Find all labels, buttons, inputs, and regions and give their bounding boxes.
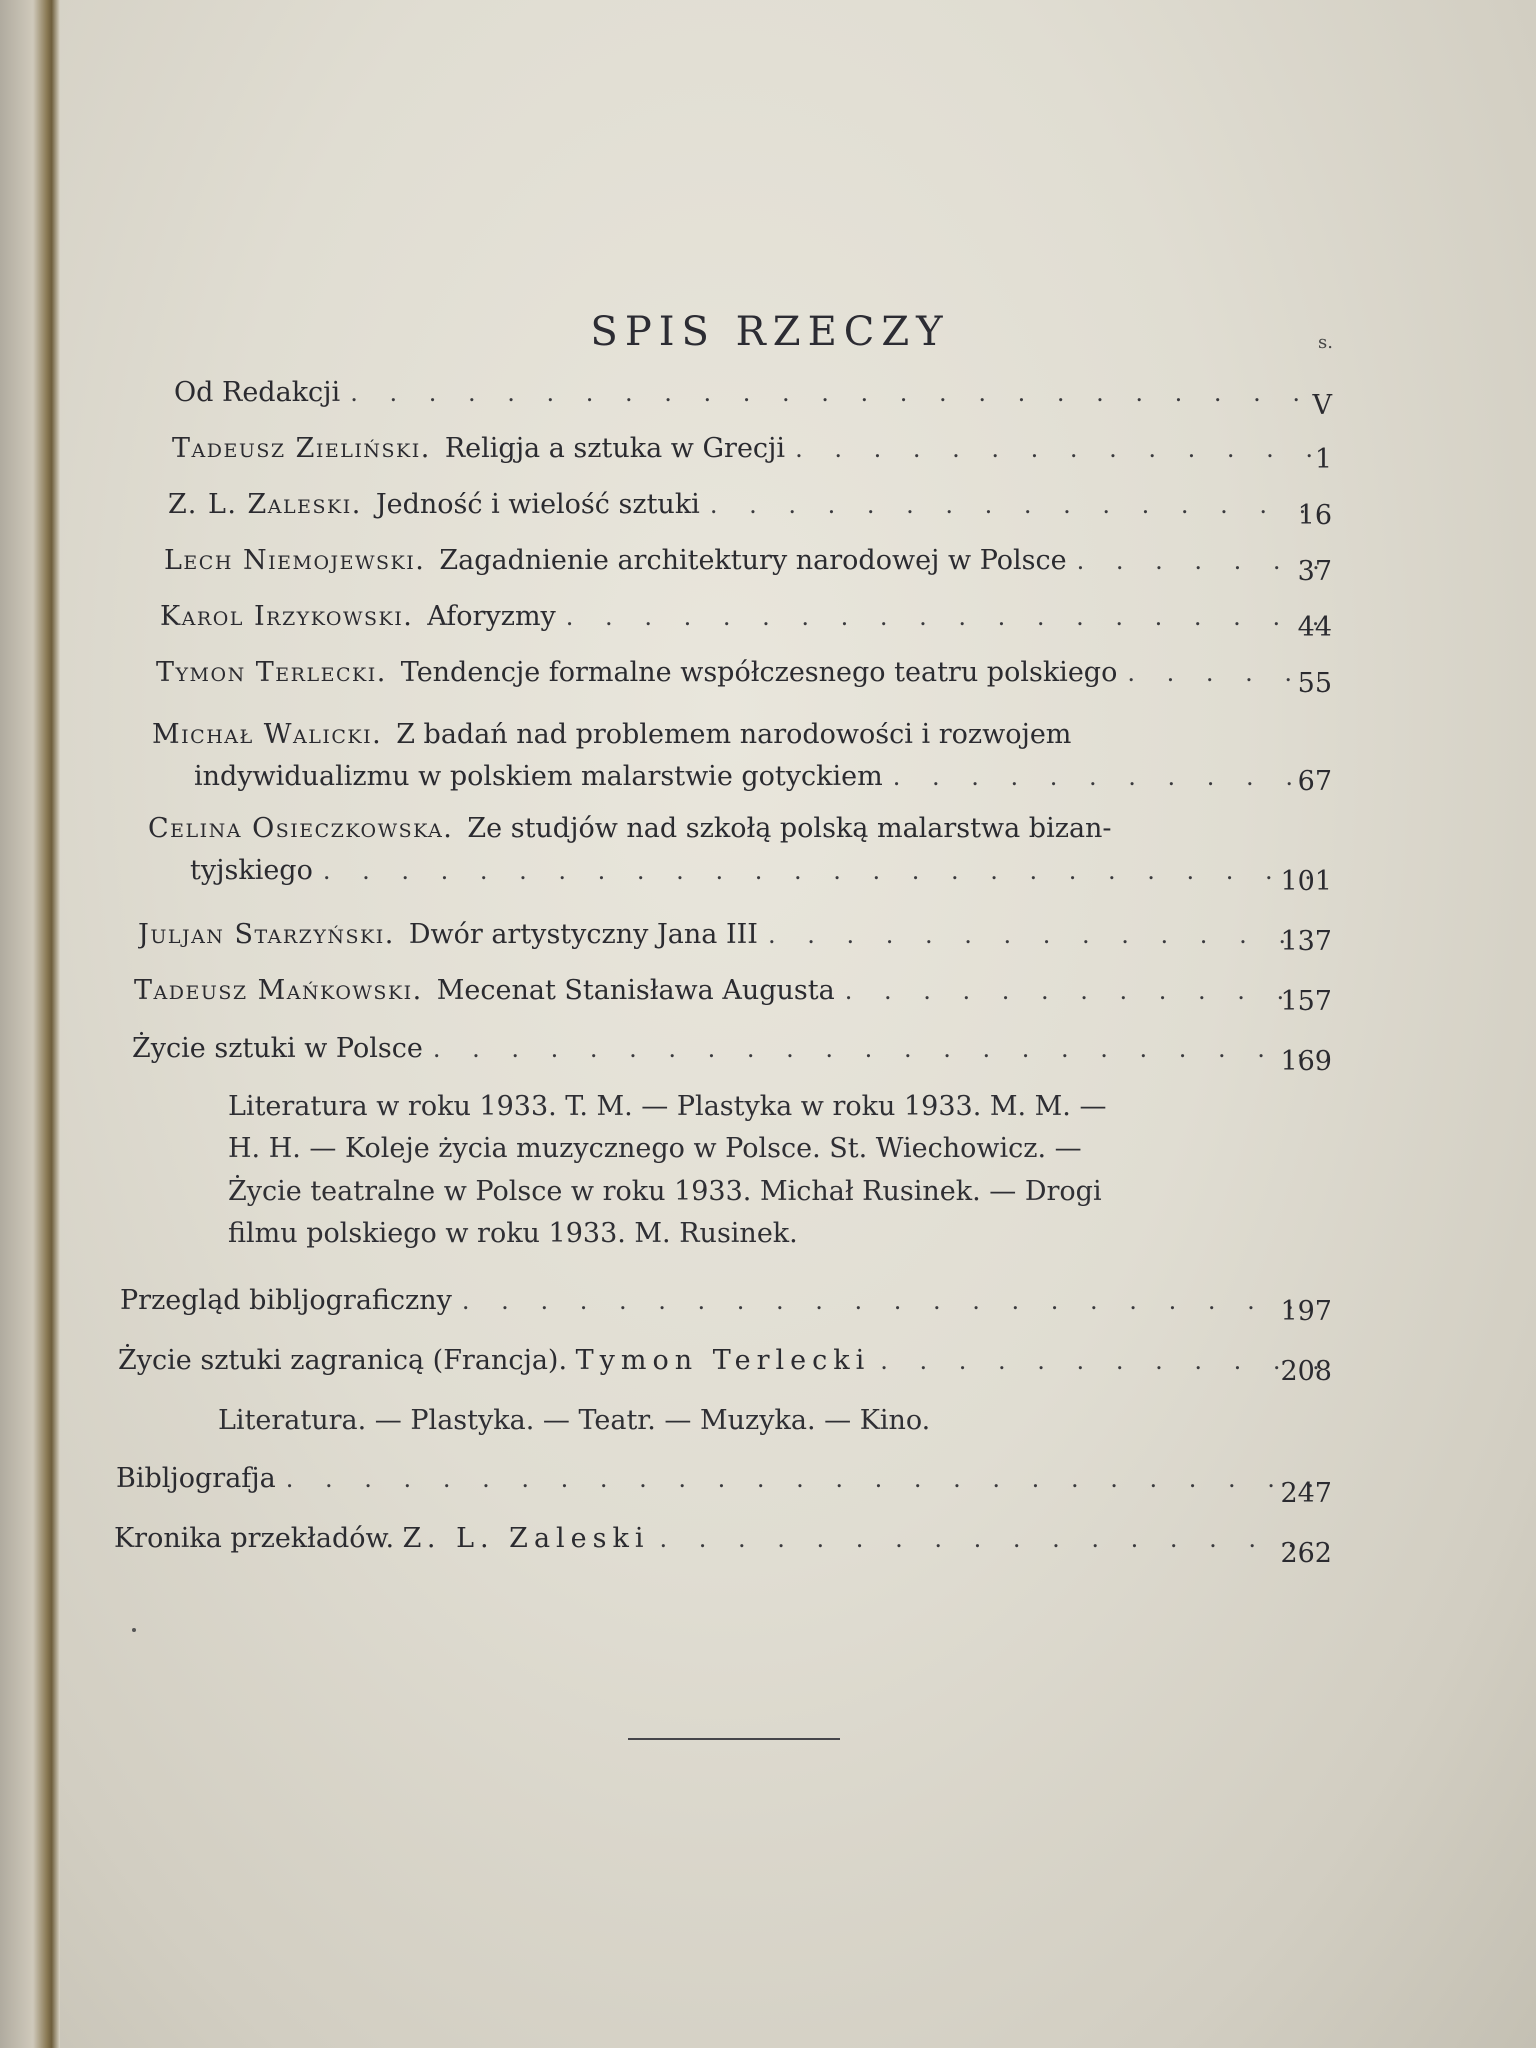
- leader-dots: [323, 853, 1318, 890]
- toc-entry-irzykowski: [160, 596, 1318, 638]
- paper-speck: [132, 1628, 136, 1632]
- entry-page-number: 44: [1297, 612, 1332, 643]
- entry-title: Aforyzmy: [427, 601, 556, 632]
- entry-byline: Tymon Terlecki: [575, 1345, 871, 1376]
- entry-page-number: 1: [1314, 444, 1332, 475]
- entry-title: Religja a sztuka w Grecji: [444, 433, 786, 464]
- toc-entry-terlecki: [156, 652, 1318, 694]
- leader-dots: [768, 917, 1318, 954]
- toc-entry-od-redakcji: [174, 372, 1314, 414]
- entry-page-number: 67: [1297, 766, 1332, 797]
- entry-page-number: 157: [1280, 986, 1332, 1017]
- entry-title-line-2: indywidualizmu w polskiem malarstwie gotyckiem: [194, 760, 883, 792]
- toc-entry-zycie-polska: [132, 1028, 1318, 1070]
- leader-dots: [845, 973, 1318, 1010]
- entry-title-line-1: Z badań nad problemem narodowości i rozwojem: [396, 719, 1072, 750]
- leader-dots: [462, 1283, 1318, 1320]
- toc-entry-niemojewski: [164, 540, 1318, 582]
- leader-dots: [795, 431, 1312, 468]
- toc-entry-zycie-zagranica: [118, 1340, 1318, 1382]
- entry-byline: Z. L. Zaleski: [402, 1523, 650, 1554]
- entry-author: Tadeusz Zieliński.: [172, 433, 431, 464]
- entry-page-number: 169: [1280, 1046, 1332, 1077]
- page-title: SPIS RZECZY: [590, 308, 950, 355]
- subsection-line: Literatura w roku 1933. T. M. — Plastyka w roku 1933. M. M. —: [228, 1091, 1107, 1122]
- book-binding-edge: [0, 0, 60, 2048]
- leader-dots: [710, 487, 1318, 524]
- entry-title: Życie sztuki zagranicą (Francja).: [118, 1345, 568, 1376]
- entry-title: Przegląd bibljograficzny: [120, 1285, 452, 1316]
- entry-page-number: 137: [1280, 926, 1332, 957]
- entry-title: Mecenat Stanisława Augusta: [436, 975, 835, 1006]
- leader-dots: [566, 599, 1318, 636]
- document-page: [60, 0, 1536, 2048]
- entry-title: Od Redakcji: [174, 377, 341, 408]
- entry-author: Juljan Starzyński.: [138, 919, 395, 950]
- leader-dots: [286, 1461, 1318, 1498]
- entry-page-number: 101: [1280, 866, 1332, 897]
- subsection-list-zycie-zagranica: [218, 1400, 1218, 1442]
- entry-title: Kronika przekładów.: [114, 1523, 395, 1554]
- subsection-line: H. H. — Koleje życia muzycznego w Polsce. St. Wiechowicz. —: [228, 1133, 1082, 1165]
- entry-title: Jedność i wielość sztuki: [375, 489, 700, 520]
- toc-entry-zaleski: [168, 484, 1318, 526]
- leader-dots: [660, 1521, 1318, 1558]
- leader-dots: [433, 1031, 1318, 1068]
- entry-author: Tadeusz Mańkowski.: [134, 975, 423, 1006]
- entry-title: Zagadnienie architektury narodowej w Polsce: [439, 545, 1067, 576]
- entry-page-number: V: [1312, 390, 1332, 421]
- entry-page-number: 16: [1297, 500, 1332, 531]
- entry-title: Tendencje formalne współczesnego teatru polskiego: [400, 657, 1118, 688]
- entry-page-number: 262: [1280, 1538, 1332, 1569]
- entry-author: Karol Irzykowski.: [160, 601, 414, 632]
- subsection-line: filmu polskiego w roku 1933. M. Rusinek.: [228, 1218, 798, 1250]
- toc-entry-przeglad: [120, 1280, 1318, 1322]
- subsection-line: Życie teatralne w Polsce w roku 1933. Michał Rusinek. — Drogi: [228, 1175, 1102, 1207]
- entry-page-number: 37: [1297, 556, 1332, 587]
- entry-author: Michał Walicki.: [152, 719, 383, 750]
- subsection-list-zycie-polska: [228, 1086, 1328, 1256]
- entry-page-number: 208: [1280, 1356, 1332, 1387]
- entry-title: Bibljografja: [116, 1463, 276, 1494]
- entry-author: Z. L. Zaleski.: [168, 489, 362, 520]
- toc-entry-bibljografja: [116, 1458, 1318, 1500]
- entry-title-line-2: tyjskiego: [190, 854, 313, 886]
- toc-entry-zielinski: [172, 428, 1312, 470]
- toc-entry-starzynski: [138, 914, 1318, 956]
- closing-rule: [628, 1738, 840, 1740]
- toc-entry-walicki: [152, 714, 1318, 798]
- entry-page-number: 55: [1297, 668, 1332, 699]
- subsection-line: Literatura. — Plastyka. — Teatr. — Muzyka. — Kino.: [218, 1405, 931, 1436]
- entry-author: Tymon Terlecki.: [156, 657, 387, 688]
- entry-page-number: 197: [1280, 1296, 1332, 1327]
- toc-entry-mankowski: [134, 970, 1318, 1012]
- page-column-label: s.: [1318, 332, 1333, 353]
- entry-page-number: 247: [1280, 1478, 1332, 1509]
- toc-entry-kronika: [114, 1518, 1318, 1560]
- entry-author: Celina Osieczkowska.: [148, 813, 454, 844]
- entry-author: Lech Niemojewski.: [164, 545, 426, 576]
- entry-title: Dwór artystyczny Jana III: [408, 919, 758, 950]
- toc-entry-osieczkowska: [148, 808, 1318, 892]
- entry-title-line-1: Ze studjów nad szkołą polską malarstwa bizan-: [467, 813, 1112, 844]
- entry-title: Życie sztuki w Polsce: [132, 1033, 423, 1064]
- leader-dots: [350, 375, 1314, 412]
